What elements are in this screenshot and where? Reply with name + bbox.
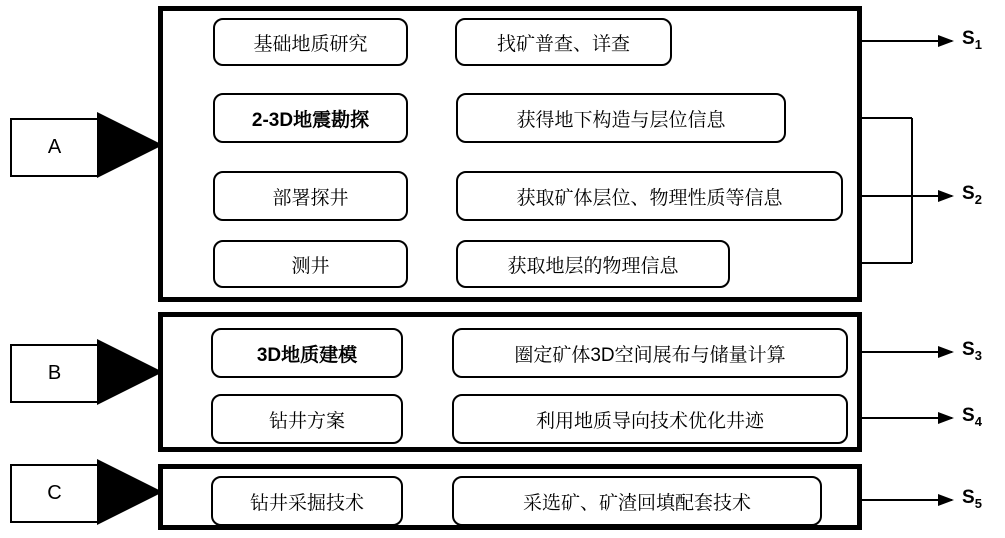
stage-label-b [10,344,99,403]
output-label-s5-text: S [962,487,975,508]
node-label: 基础地质研究 [253,33,368,55]
stage-label-a-text: A [47,136,62,158]
output-label-s4-sub: 4 [974,413,982,429]
node-label: 钻井方案 [268,410,345,432]
node-orebody-horizon-info[interactable] [456,171,843,221]
stage-label-b-text: B [47,362,62,384]
stage-label-c-text: C [47,482,62,504]
output-label-s3-sub: 3 [974,347,982,363]
node-deploy-exploration-well[interactable] [213,171,408,221]
node-label: 测井 [291,255,330,277]
output-label-s3-text: S [962,339,975,360]
output-label-s2-text: S [962,183,975,204]
output-label-s5 [962,487,982,511]
node-label: 利用地质导向技术优化井迹 [535,410,764,432]
node-label: 采选矿、矿渣回填配套技术 [522,492,751,514]
output-label-s4 [962,405,982,429]
node-geosteering-optimization[interactable] [452,394,848,444]
node-label: 获得地下构造与层位信息 [516,109,726,131]
output-label-s2 [962,183,982,207]
node-label: 找矿普查、详查 [496,33,630,55]
node-prospecting-survey[interactable] [455,18,672,66]
output-label-s3 [962,339,982,363]
output-label-s5-sub: 5 [974,495,982,511]
node-drilling-mining-technology[interactable] [211,476,403,526]
output-label-s1-text: S [962,28,975,49]
node-ore-processing-backfill[interactable] [452,476,822,526]
node-label: 3D地质建模 [256,344,358,366]
node-strata-physical-info[interactable] [456,240,730,288]
node-subsurface-structure-info[interactable] [456,93,786,143]
node-label: 获取地层的物理信息 [507,255,679,277]
stage-label-c [10,464,99,523]
output-label-s1-sub: 1 [974,36,982,52]
node-well-logging[interactable] [213,240,408,288]
node-basic-geology-research[interactable] [213,18,408,66]
output-label-s4-text: S [962,405,975,426]
node-drilling-plan[interactable] [211,394,403,444]
node-3d-geological-modeling[interactable] [211,328,403,378]
node-label: 钻井采掘技术 [249,492,364,514]
node-label: 圈定矿体3D空间展布与储量计算 [514,344,786,366]
node-seismic-exploration[interactable] [213,93,408,143]
node-label: 部署探井 [272,187,349,209]
output-label-s2-sub: 2 [974,191,982,207]
node-label: 2-3D地震勘探 [251,109,370,131]
node-label: 获取矿体层位、物理性质等信息 [516,187,783,209]
stage-label-a [10,118,99,177]
node-orebody-3d-distribution-reserve[interactable] [452,328,848,378]
output-label-s1 [962,28,982,52]
